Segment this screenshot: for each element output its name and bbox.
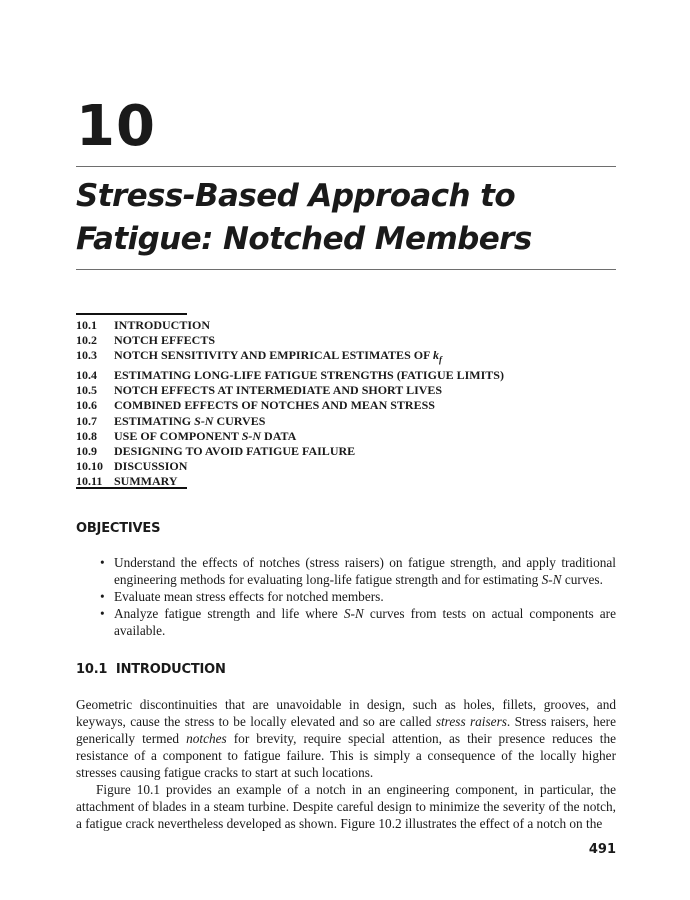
toc-entry-number: 10.2 [76, 333, 97, 348]
toc-entry-title: DESIGNING TO AVOID FATIGUE FAILURE [114, 444, 356, 459]
introduction-heading: 10.1 INTRODUCTION [76, 662, 226, 677]
toc-entry [76, 368, 616, 383]
bullet-icon: • [100, 555, 105, 570]
toc-entry-number: 10.1 [76, 318, 97, 332]
toc-entry-number: 10.11 [76, 474, 103, 489]
paragraph: Geometric discontinuities that are unavoidable in design, such as holes, fillets, grooves, and keyways, cause the stress to be locally elevated and so are called stress raisers. Stress raisers, here generically termed notches for brevity, require special attention, as their presence reduces the resistance of a component to fatigue failure. This is simply a consequence of the locally higher stresses causing fatigue cracks to start at such locations. [76, 697, 616, 780]
toc-entry [76, 383, 616, 398]
toc-entry-title: COMBINED EFFECTS OF NOTCHES AND MEAN STRESS [114, 398, 435, 413]
toc-entry-title: NOTCH EFFECTS AT INTERMEDIATE AND SHORT LIVES [114, 383, 443, 398]
objective-item: • Evaluate mean stress effects for notched members. [100, 589, 384, 604]
toc-entry-number: 10.10 [76, 459, 103, 474]
toc-entry-number: 10.4 [76, 368, 97, 382]
toc-entry-number: 10.7 [76, 413, 97, 428]
chapter-title-line-2: Fatigue: Notched Members [76, 221, 532, 257]
toc-entry-number: 10.3 [76, 348, 97, 363]
chapter-title [76, 175, 616, 261]
toc-entry [76, 459, 616, 474]
objective-item: • Analyze fatigue strength and life where S-N curves from tests on actual components are available. [100, 606, 616, 638]
term-notches: notches [186, 731, 227, 746]
symbol-subscript-f: f [438, 354, 442, 365]
toc-entry-number: 10.6 [76, 398, 97, 413]
toc-entry-title: NOTCH SENSITIVITY AND EMPIRICAL ESTIMATES OF $k_f$ [114, 348, 442, 365]
paragraph: Figure 10.1 provides an example of a notch in an engineering component, in particular, the attachment of blades in a steam turbine. Despite careful design to minimize the severity of the notch, a fatigue crack nevertheless developed as shown. Figure 10.2 illustrates the effect of a notch on the [76, 782, 616, 831]
toc-entry [76, 414, 616, 429]
toc-entry [76, 429, 616, 444]
bullet-icon: • [100, 589, 105, 604]
toc-entry-title: DISCUSSION [114, 459, 188, 474]
toc-entry-title: SUMMARY [114, 474, 178, 489]
table-of-contents [76, 318, 616, 490]
chapter-number: 10 [76, 94, 156, 159]
objectives-list [100, 554, 616, 639]
toc-entry-title: INTRODUCTION [114, 318, 211, 332]
toc-entry [76, 398, 616, 413]
toc-entry [76, 348, 616, 368]
page-number: 491 [588, 842, 616, 857]
symbol-k: k [432, 348, 439, 363]
toc-entry [76, 318, 616, 333]
term-stress-raisers: stress raisers [435, 714, 507, 729]
toc-top-bar [76, 313, 187, 315]
toc-entry [76, 444, 616, 459]
toc-entry-title: ESTIMATING S-N CURVES [114, 413, 266, 428]
toc-entry-number: 10.9 [76, 444, 97, 459]
toc-entry-title: NOTCH EFFECTS [114, 333, 216, 348]
toc-entry-number: 10.5 [76, 383, 97, 398]
chapter-title-line-1: Stress-Based Approach to [76, 178, 516, 214]
bullet-icon: • [100, 606, 105, 621]
introduction-body [76, 696, 616, 832]
title-bottom-rule [76, 269, 616, 270]
objectives-heading: OBJECTIVES [76, 521, 161, 536]
toc-entry-title: USE OF COMPONENT S-N DATA [114, 428, 297, 443]
objective-item: • Understand the effects of notches (stress raisers) on fatigue strength, and apply traditional engineering methods for evaluating long-life fatigue strength and for estimating S-N curves. [100, 555, 616, 587]
toc-entry [76, 333, 616, 348]
toc-bottom-bar [76, 487, 187, 489]
toc-entry-number: 10.8 [76, 428, 97, 443]
title-top-rule [76, 166, 616, 167]
toc-entry-title: ESTIMATING LONG-LIFE FATIGUE STRENGTHS (FATIGUE LIMITS) [114, 368, 504, 382]
